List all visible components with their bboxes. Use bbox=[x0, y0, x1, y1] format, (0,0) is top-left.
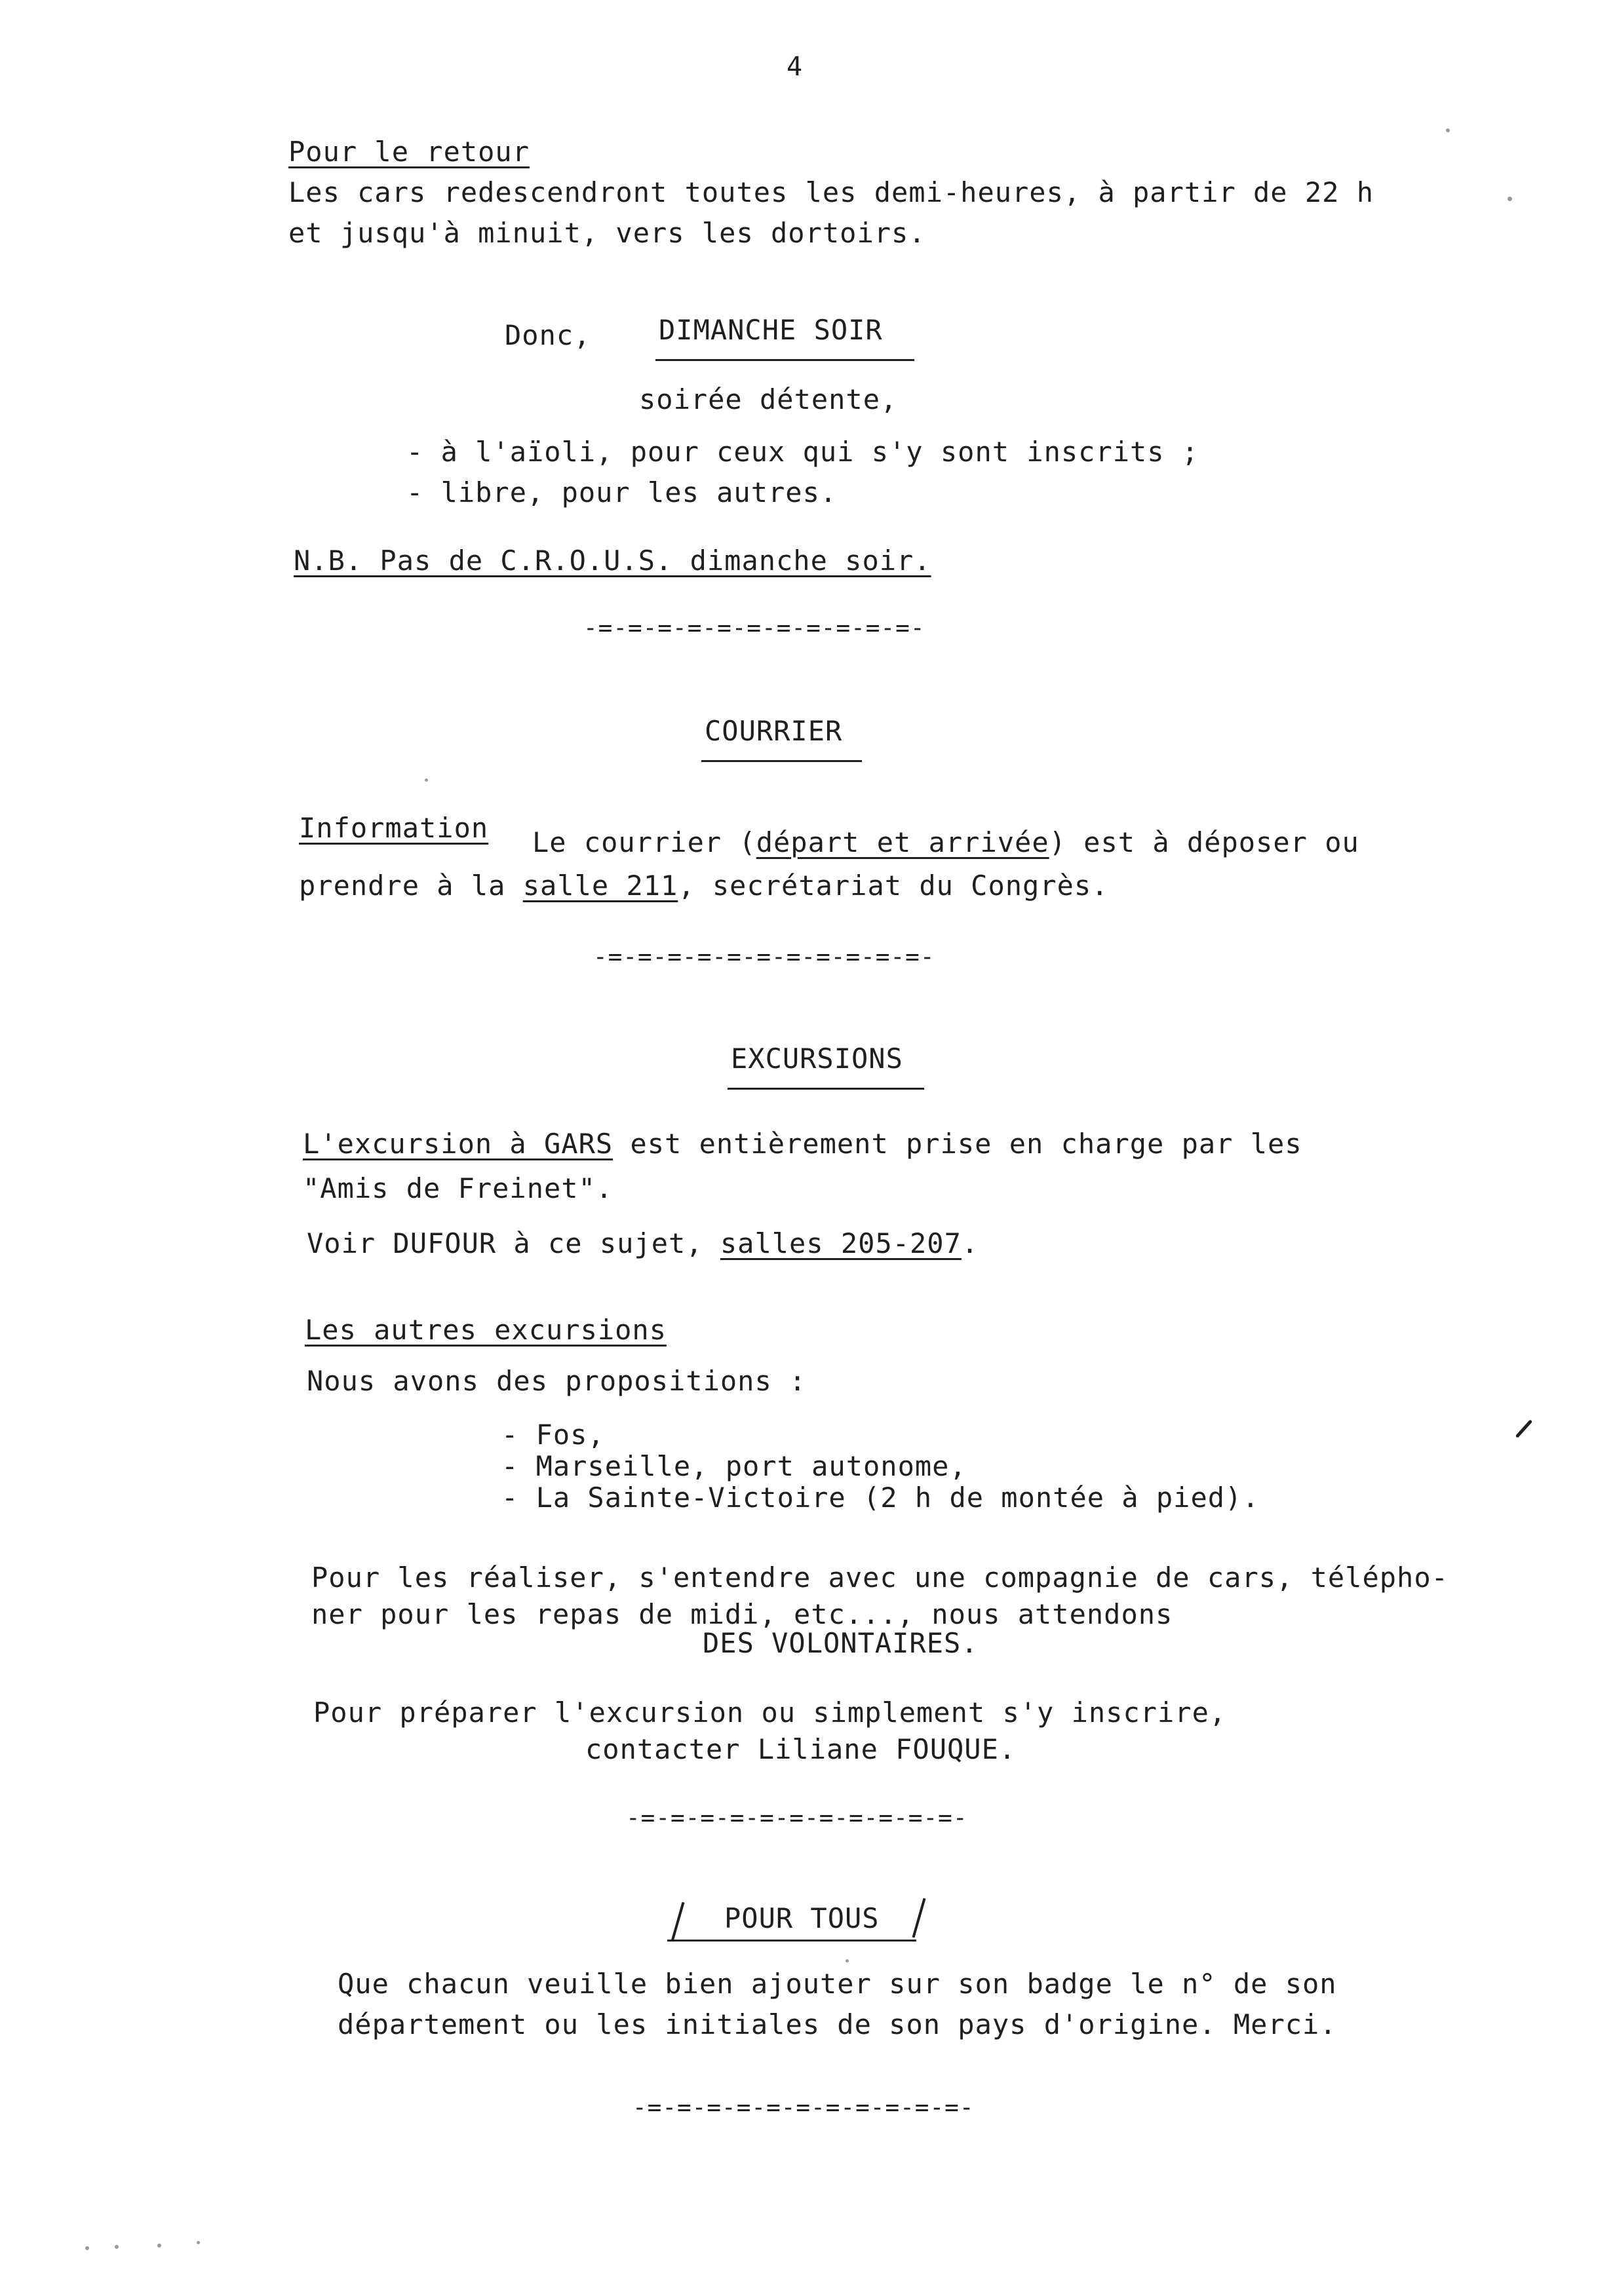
realiser-line-2: ner pour les repas de midi, etc..., nous attendons bbox=[311, 1598, 1173, 1630]
dimanche-title: DIMANCHE SOIR bbox=[659, 314, 883, 346]
scan-speck bbox=[115, 2245, 119, 2249]
retour-line-2: et jusqu'à minuit, vers les dortoirs. bbox=[288, 217, 926, 249]
separator-4: -=-=-=-=-=-=-=-=-=-=-=- bbox=[632, 2094, 975, 2121]
voir-dufour-line bbox=[307, 1227, 979, 1261]
courrier-line-1-pre: Le courrier ( bbox=[532, 826, 756, 858]
salle-211-text: salle 211 bbox=[522, 870, 678, 902]
courrier-line-2 bbox=[299, 869, 1108, 903]
courrier-line-2-post: , secrétariat du Congrès. bbox=[678, 870, 1109, 902]
gars-line-1 bbox=[303, 1127, 1302, 1161]
volontaires-line: DES VOLONTAIRES. bbox=[703, 1627, 979, 1659]
realiser-line-1: Pour les réaliser, s'entendre avec une compagnie de cars, télépho- bbox=[311, 1561, 1449, 1594]
excursion-item-fos: - Fos, bbox=[501, 1419, 605, 1451]
page-number: 4 bbox=[787, 52, 804, 82]
scan-speck bbox=[1508, 197, 1512, 201]
voir-dufour-post: . bbox=[961, 1227, 979, 1259]
preparer-line-2: contacter Liliane FOUQUE. bbox=[585, 1733, 1017, 1765]
excursion-item-marseille: - Marseille, port autonome, bbox=[501, 1450, 967, 1482]
scan-speck bbox=[425, 778, 428, 782]
courrier-line-1 bbox=[532, 826, 1359, 860]
courrier-line-2-pre: prendre à la bbox=[299, 870, 523, 902]
gars-line-1-rest: est entièrement prise en charge par les bbox=[613, 1128, 1302, 1160]
dimanche-item-2: - libre, pour les autres. bbox=[406, 476, 838, 508]
pour-tous-right-slash bbox=[912, 1898, 926, 1938]
preparer-line-1: Pour préparer l'excursion ou simplement s'y inscrire, bbox=[313, 1696, 1227, 1729]
separator-1: -=-=-=-=-=-=-=-=-=-=-=- bbox=[583, 615, 925, 641]
scan-speck bbox=[846, 1959, 849, 1962]
pour-tous-left-slash bbox=[671, 1902, 685, 1942]
propositions-line: Nous avons des propositions : bbox=[307, 1365, 807, 1397]
autres-excursions-heading: Les autres excursions bbox=[305, 1314, 667, 1346]
scan-speck bbox=[85, 2246, 89, 2250]
dimanche-item-1: - à l'aïoli, pour ceux qui s'y sont inscrits ; bbox=[406, 436, 1199, 468]
excursion-item-sainte-victoire: - La Sainte-Victoire (2 h de montée à pied). bbox=[501, 1482, 1260, 1514]
voir-dufour-pre: Voir DUFOUR à ce sujet, bbox=[307, 1227, 720, 1259]
retour-line-1: Les cars redescendront toutes les demi-heures, à partir de 22 h bbox=[288, 176, 1374, 208]
excursions-title-underline bbox=[728, 1088, 924, 1090]
soiree-line: soirée détente, bbox=[639, 383, 898, 415]
pour-tous-line-1: Que chacun veuille bien ajouter sur son badge le n° de son bbox=[338, 1968, 1337, 2000]
separator-3: -=-=-=-=-=-=-=-=-=-=-=- bbox=[626, 1805, 968, 1831]
pour-tous-title: POUR TOUS bbox=[724, 1902, 880, 1934]
information-label: Information bbox=[299, 812, 489, 844]
pour-tous-line-2: département ou les initiales de son pays d'origine. Merci. bbox=[338, 2008, 1337, 2040]
scan-speck bbox=[197, 2241, 200, 2244]
courrier-title-underline bbox=[701, 760, 862, 762]
retour-heading: Pour le retour bbox=[288, 136, 530, 168]
margin-tick-mark bbox=[1515, 1419, 1532, 1438]
depart-arrivee-text: départ et arrivée bbox=[756, 826, 1049, 858]
excursions-title: EXCURSIONS bbox=[731, 1043, 903, 1075]
scan-speck bbox=[1446, 128, 1450, 132]
gars-excursion-text: L'excursion à GARS bbox=[303, 1128, 613, 1160]
dimanche-title-underline bbox=[655, 359, 914, 361]
courrier-title: COURRIER bbox=[705, 715, 843, 747]
salles-205-207-text: salles 205-207 bbox=[720, 1227, 962, 1259]
courrier-line-1-post: ) est à déposer ou bbox=[1049, 826, 1359, 858]
nb-note: N.B. Pas de C.R.O.U.S. dimanche soir. bbox=[294, 545, 931, 577]
gars-line-2: "Amis de Freinet". bbox=[303, 1172, 613, 1204]
scan-speck bbox=[157, 2244, 161, 2248]
separator-2: -=-=-=-=-=-=-=-=-=-=-=- bbox=[593, 944, 935, 970]
donc-label: Donc, bbox=[505, 319, 591, 351]
pour-tous-underline bbox=[667, 1940, 916, 1942]
